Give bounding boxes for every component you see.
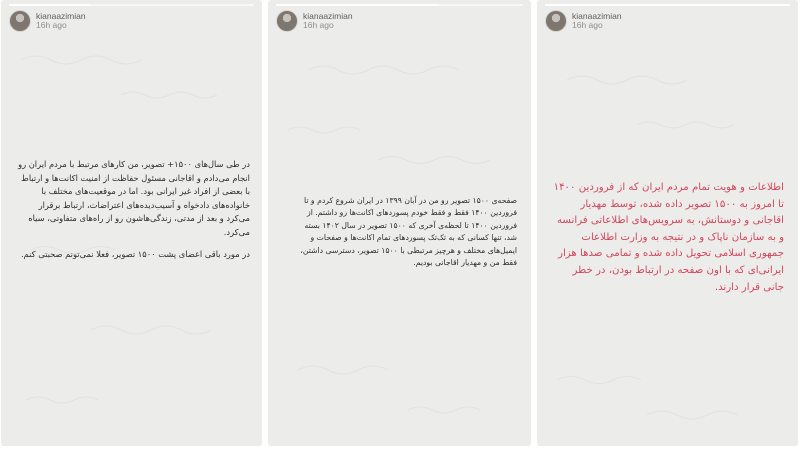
avatar[interactable] [545, 10, 567, 32]
avatar[interactable] [276, 10, 298, 32]
story-text [553, 180, 784, 304]
story-header [276, 9, 353, 33]
username[interactable]: kianaazimian [303, 10, 353, 21]
avatar[interactable] [9, 10, 31, 32]
story-header [545, 9, 622, 33]
story-panel-2[interactable] [268, 0, 531, 446]
story-paragraph: در مورد باقی اعضای پشت ۱۵۰۰ تصویر، فعلا نمی‌تونم صحبتی کنم. [20, 248, 250, 259]
timestamp: 16h ago [36, 20, 67, 30]
username[interactable]: kianaazimian [36, 10, 86, 21]
story-text [15, 158, 250, 269]
story-progress-fill [9, 4, 90, 6]
story-progress-bar [545, 4, 790, 6]
story-text [290, 195, 517, 277]
story-progress-fill [545, 4, 790, 6]
story-paragraph: اطلاعات و هویت تمام مردم ایران که از فروردین ۱۴۰۰ تا امروز به ۱۵۰۰ تصویر داده شده، توسط مهدیار اقاجانی و دوستانش، به سرویس‌های اطلاعاتی فرانسه و به سازمان ناپاک و در نتیجه به وزارت اطلاعات جمهوری اسلامی تحویل داده شده و تمامی صدها هزار ایرانی‌ای که با اون صفحه در ارتباط بودن، در خطر جانی قرار دارند. [553, 182, 784, 293]
username[interactable]: kianaazimian [572, 10, 622, 21]
story-header [9, 9, 86, 33]
story-progress-bar [9, 4, 254, 6]
timestamp: 16h ago [572, 20, 603, 30]
story-progress-fill [276, 4, 439, 6]
timestamp: 16h ago [303, 20, 334, 30]
story-paragraph: صفحه‌ی ۱۵۰۰ تصویر رو من در آبان ۱۳۹۹ در ایران شروع کردم و تا فروردین ۱۴۰۰ فقط و فقط خودم پسوردهای اکانت‌ها رو داشتم. از فروردین ۱۴۰۰ تا لحظه‌ی آخری که ۱۵۰۰ تصویر در سال ۱۴۰۲ بسته شد، تنها کسانی که به تک‌تک پسوردهای تمام اکانت‌ها و صفحات و ایمیل‌های مختلف و هرچیز مرتبطی با ۱۵۰۰ تصویر، دسترسی داشتن، فقط من و مهدیار اقاجانی بودیم. [300, 196, 517, 268]
story-panel-1[interactable] [1, 0, 262, 446]
story-paragraph: در طی سال‌های ۱۵۰۰+ تصویر، من کارهای مرتبط با مردم ایران رو انجام می‌دادم و اقاجانی مسئول حفاظت از امنیت اکانت‌ها و ارتباط با بعضی از افراد غیر ایرانی بود. اما در موقعیت‌های مختلف با خانواده‌های دادخواه و آسیب‌دیده‌های اعتراضات، ارتباط برقرار می‌کرد و بعد از مدتی، زندگی‌هاشون رو از راه‌های متفاوتی، سیاه می‌کرد. [18, 159, 250, 237]
story-progress-bar [276, 4, 523, 6]
story-panel-3[interactable] [537, 0, 798, 446]
